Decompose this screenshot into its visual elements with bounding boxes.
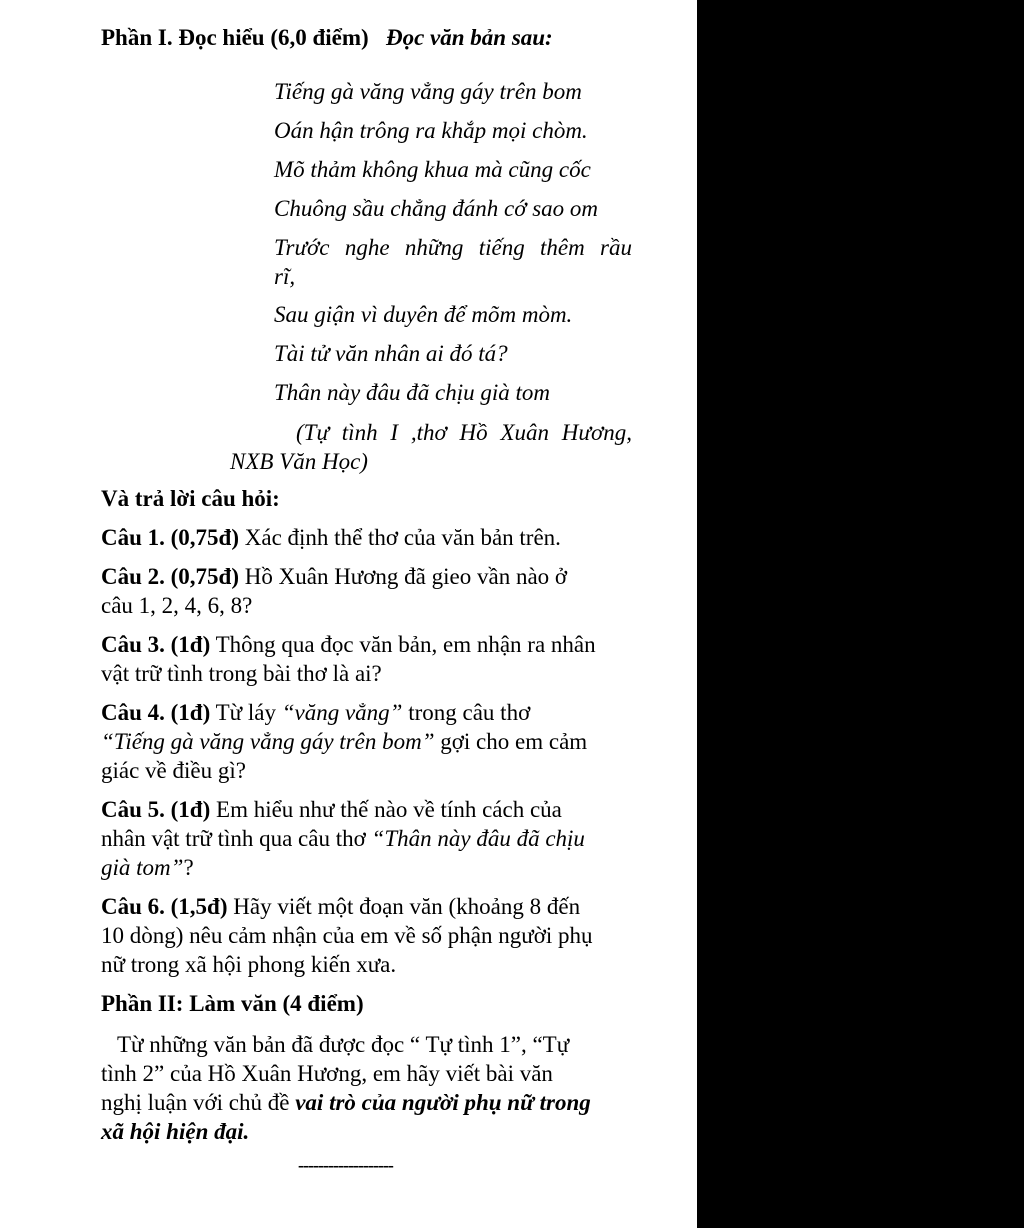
part2-text: tình 2” của Hồ Xuân Hương, em hãy viết bài văn (101, 1061, 553, 1086)
question-label: Câu 5. (1đ) (101, 797, 211, 822)
question-text: Hồ Xuân Hương đã gieo vần nào ở (239, 564, 568, 589)
question-text: vật trữ tình trong bài thơ là ai? (101, 661, 382, 686)
quoted-verse: già tom” (101, 855, 184, 880)
question-text: câu 1, 2, 4, 6, 8? (101, 593, 253, 618)
poem-line: Trước nghe những tiếng thêm rầu (274, 235, 632, 260)
question-text: Hãy viết một đoạn văn (khoảng 8 đến (227, 894, 581, 919)
part1-title: Phần I. Đọc hiểu (6,0 điểm) (101, 25, 369, 50)
part2-text: nghị luận với chủ đề (101, 1090, 296, 1115)
part1-instruction: Đọc văn bản sau: (385, 25, 553, 50)
questions-heading: Và trả lời câu hỏi: (101, 486, 280, 511)
question-label: Câu 2. (0,75đ) (101, 564, 240, 589)
question-text: Em hiểu như thế nào về tính cách của (210, 797, 562, 822)
question-text: Thông qua đọc văn bản, em nhận ra nhân (210, 632, 596, 657)
poem-source: (Tự tình I ,thơ Hồ Xuân Hương, (296, 420, 632, 445)
question-text: gợi cho em cảm (434, 729, 588, 754)
question-text: nhân vật trữ tình qua câu thơ (101, 826, 372, 851)
poem-line: Tài tử văn nhân ai đó tá? (274, 341, 508, 366)
divider: ------------------- (298, 1155, 393, 1175)
part2-topic: vai trò của người phụ nữ trong (295, 1090, 591, 1115)
question-text: giác về điều gì? (101, 758, 246, 783)
question-label: Câu 4. (1đ) (101, 700, 211, 725)
quoted-word: “văng vẳng” (281, 700, 403, 725)
poem-line: Tiếng gà văng vẳng gáy trên bom (274, 79, 582, 104)
question-text: nữ trong xã hội phong kiến xưa. (101, 952, 397, 977)
question-text: 10 dòng) nêu cảm nhận của em về số phận người phụ (101, 923, 593, 948)
poem-line: Mõ thảm không khua mà cũng cốc (274, 157, 591, 182)
poem-line: Thân này đâu đã chịu già tom (274, 380, 550, 405)
part2-topic: xã hội hiện đại. (101, 1119, 250, 1144)
question-label: Câu 3. (1đ) (101, 632, 211, 657)
quoted-verse: “Thân này đâu đã chịu (371, 826, 585, 851)
poem-source-publisher: NXB Văn Học) (230, 449, 368, 474)
poem-line: Sau giận vì duyên để mõm mòm. (274, 302, 573, 327)
part2-title: Phần II: Làm văn (4 điểm) (101, 991, 364, 1016)
poem-line: Chuông sầu chẳng đánh cớ sao om (274, 196, 599, 221)
question-text: Từ láy (210, 700, 282, 725)
part1-header (101, 23, 553, 53)
black-margin (697, 0, 1024, 1228)
question-label: Câu 1. (0,75đ) (101, 525, 240, 550)
question-text: trong câu thơ (402, 700, 531, 725)
quoted-verse: “Tiếng gà văng vẳng gáy trên bom” (101, 729, 435, 754)
question-label: Câu 6. (1,5đ) (101, 894, 228, 919)
question-text: ? (183, 855, 194, 880)
part2-text: Từ những văn bản đã được đọc “ Tự tình 1”, “Tự (117, 1032, 570, 1057)
question-text: Xác định thể thơ của văn bản trên. (239, 525, 561, 550)
poem-line: rĩ, (274, 264, 296, 289)
poem-line: Oán hận trông ra khắp mọi chòm. (274, 118, 588, 143)
